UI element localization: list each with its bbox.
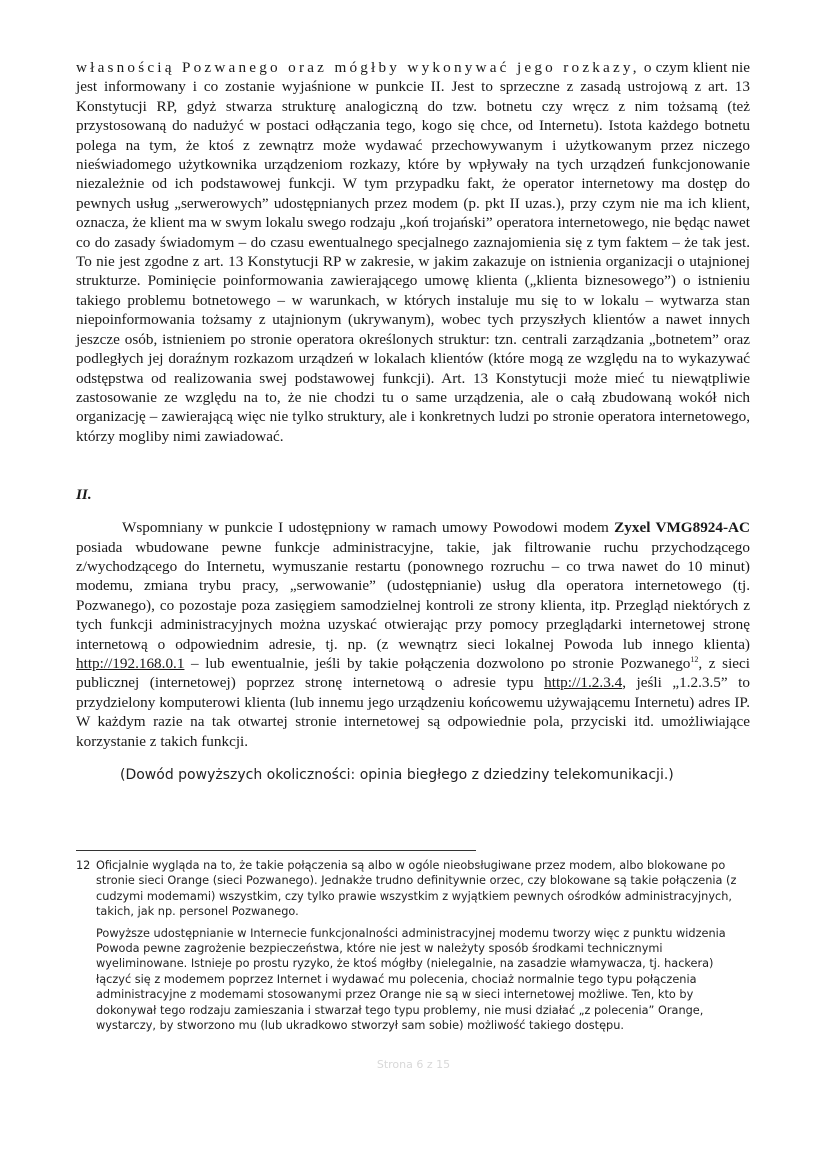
footnote-block <box>76 858 748 1039</box>
proof-note: (Dowód powyższych okoliczności: opinia biegłego z dziedziny telekomunikacji.) <box>120 767 674 783</box>
paragraph-2-text-c: – lub ewentualnie, jeśli by takie połączenia dozwolono po stronie Pozwanego <box>184 654 691 672</box>
paragraph-2-text-e: , jeśli „1.2.3.5” to przydzielony komputerowi klienta (lub innemu jego urządzeniu końcowemu używającemu Internetu) adres IP. W każdym razie na tak otwartej stronie internetowej są odpowiednie pola, przyciski itd. umożliwiające korzystanie z takich funkcji. <box>76 674 750 750</box>
paragraph-1-text: o czym klient nie jest informowany i co zostanie wyjaśnione w punkcie II. Jest to sprzeczne z zasadą ustrojową z art. 13 Konstytucji RP, gdyż stwarza strukturę analogiczną do tzw. botnetu czy wręcz z nim tożsamą (też przystosowaną do nadużyć w postaci odłączania tego, kogo się chce, od Internetu). Istota każdego botnetu polega na tym, że ktoś z zewnątrz może wydawać przechowywanym i użytkowanym przez niczego nieświadomego użytkownika urządzeniom rozkazy, które by wpływały na tych urządzeń funkcjonowanie niezależnie od ich podstawowej funkcji. W tym przypadku fakt, że operator internetowy ma dostęp do pewnych usług „serwerowych” udostępnianych przez modem (p. pkt II uzas.), przy czym nie ma ich klient, oznacza, że klient ma w swym lokalu swego rodzaju „koń trojański” operatora internetowego, nie będąc nawet co do zasady świadomym – do czasu ewentualnego specjalnego zaznajomienia się z tym faktem – że tak jest. To nie jest zgodne z art. 13 Konstytucji RP w zakresie, w jakim zakazuje on istnienia organizacji o utajnionej strukturze. Pominięcie poinformowania zawierającego umowę klienta („klienta biznesowego”) o istnieniu takiego problemu botnetowego – w warunkach, w których instaluje mu się to w lokalu – wytwarza stan niepoinformowania tożsamy z utajnionym (ukrywanym), wobec tych przyszłych klientów a nawet innych jeszcze osób, istnieniem po stronie operatora określonych struktur: tzn. centrali zarządzania „botnetem” oraz podległych jej doraźnym rozkazom urządzeń w lokalach klientów (które mogą ze względu na to wykazywać odstępstwa od realizowania swej podstawowej funkcji). Art. 13 Konstytucji może mieć tu niewątpliwie zastosowanie ze względu na to, że nie chodzi tu o same urządzenia, ale o całą zbudowaną wokół nich organizację – zawierającą więc nie tylko struktury, ale i konkretnych ludzi po stronie operatora internetowego, którzy mogliby nimi zawiadować. <box>76 59 750 445</box>
paragraph-2-text-a: Wspomniany w punkcie I udostępniony w ramach umowy Powodowi modem <box>122 519 615 537</box>
public-address-link[interactable]: http://1.2.3.4 <box>544 674 623 692</box>
local-address-link[interactable]: http://192.168.0.1 <box>76 654 185 672</box>
document-page <box>76 58 750 785</box>
footnote-reference[interactable]: 12 <box>690 654 699 664</box>
footnote-number: 12 <box>76 859 91 872</box>
footnote-paragraph-2: Powyższe udostępnianie w Internecie funkcjonalności administracyjnej modemu tworzy więc z punktu widzenia Powoda pewne zagrożenie bezpieczeństwa, które nie jest w należyty sposób środkami technicznymi wyeliminowane. Istnieje po prostu ryzyko, że ktoś mógłby (nielegalnie, na zasadzie włamywacza, tj. hackera) łączyć się z modemem poprzez Internet i wydawać mu polecenia, chociaż normalnie tego typu połączenia administracyjne z modemami stosowanymi przez Orange nie są w sieci internetowej możliwe. Ten, kto by dokonywał tego rodzaju zamieszania i stwarzał tego typu problemy, nie musi działać „z polecenia” Orange, wystarczy, by stworzono mu (lub ukradkowo stworzył sam sobie) możliwość takiego dostępu. <box>96 926 726 1033</box>
paragraph-1-lead: własnością Pozwanego oraz mógłby wykonywać jego rozkazy, <box>76 59 640 76</box>
footnote-divider <box>76 850 476 851</box>
section-heading: II. <box>76 486 92 504</box>
modem-model: Zyxel VMG8924-AC <box>614 519 750 537</box>
paragraph-1 <box>76 58 750 446</box>
footnote-paragraph-1: Oficjalnie wygląda na to, że takie połączenia są albo w ogóle nieobsługiwane przez modem, albo blokowane po stronie sieci Orange (sieci Pozwanego). Jednakże trudno definitywnie orzec, czy blokowane są takie połączenia (z cudzymi modemami) wszystkim, czy tylko prawie wszystkim z wyjątkiem pewnych ośrodków administracyjnych, takich, jak np. personel Pozwanego. <box>96 859 737 919</box>
paragraph-2-text-d: , z sieci publicznej (internetowej) poprzez stronę internetową o adresie typu <box>76 654 750 692</box>
paragraph-2 <box>76 518 750 751</box>
page-number: Strona 6 z 15 <box>376 1058 451 1071</box>
paragraph-2-text-b: posiada wbudowane pewne funkcje administracyjne, takie, jak filtrowanie ruchu przychodzącego z/wychodzącego do Internetu, wymuszanie restartu (ponownego rozruchu – co trwa nawet do 10 minut) modemu, zmiana trybu pracy, „serwowanie” (udostępnianie) usług dla operatora internetowego (tj. Pozwanego), co pozostaje poza zasięgiem samodzielnej kontroli ze strony klienta, itp. Przegląd niektórych z tych funkcji administracyjnych można uzyskać otwierając przy pomocy przeglądarki internetowej stronę internetową o odpowiednim adresie, tj. np. (z wewnątrz sieci lokalnej Powoda lub innego klienta) <box>76 538 750 653</box>
